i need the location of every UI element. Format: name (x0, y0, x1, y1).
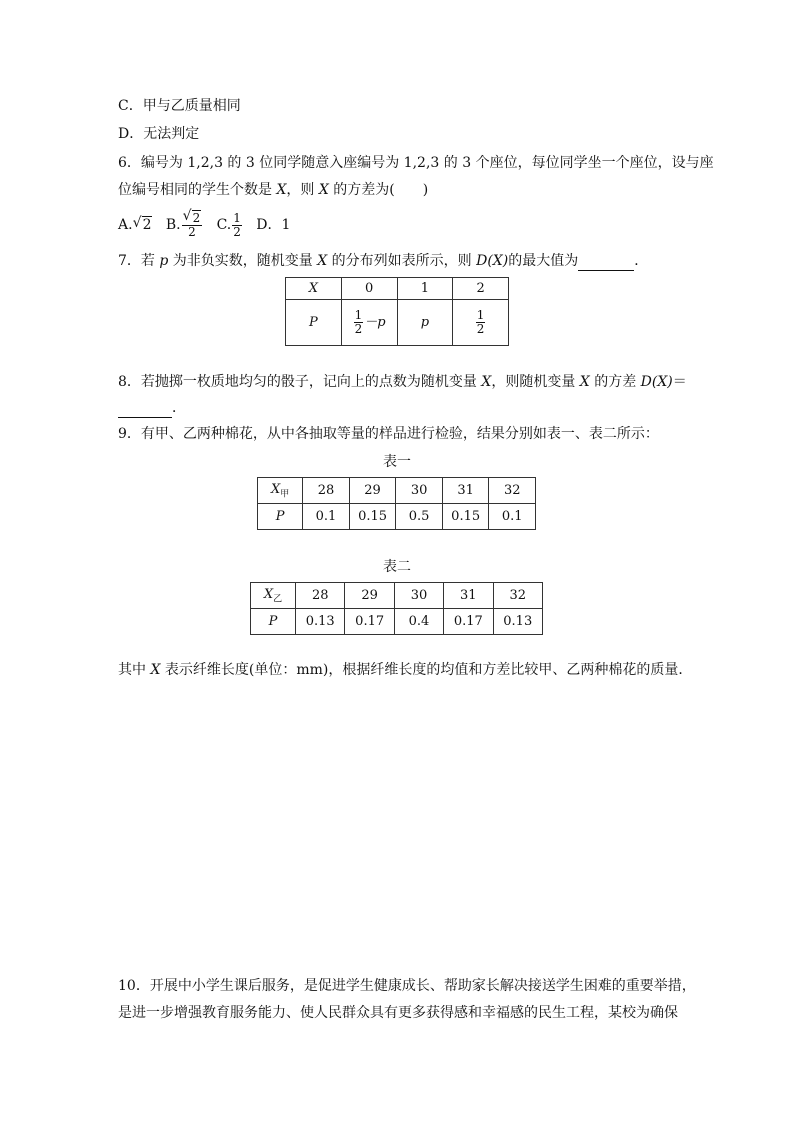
table-cell: 0.15 (349, 504, 396, 530)
table-cell: 32 (489, 478, 536, 504)
table-header-cell: 1 (397, 278, 453, 300)
var-x: X (317, 253, 328, 269)
q6-option-c-label: C. (216, 217, 232, 233)
sqrt-symbol: √ 2 (133, 208, 153, 242)
q6-option-a-label: A. (118, 217, 133, 233)
var-x: X (318, 182, 329, 198)
q6-option-b-label: B. (165, 217, 181, 233)
q7-distribution-table (285, 277, 509, 346)
fraction-1-over-2: $\frac{1}{2}$ (233, 210, 241, 239)
var-x: X (276, 182, 287, 198)
q10-line2: 是进一步增强教育服务能力、使人民群众具有更多获得感和幸福感的民生工程，某校为确保 (118, 1005, 678, 1021)
table-row-label: P (286, 300, 342, 346)
q6-line2 (118, 180, 428, 200)
table-cell: 0.15 (442, 504, 489, 530)
table-cell: 0.13 (493, 609, 542, 635)
q6-options (118, 208, 290, 242)
table-cell: 0.4 (394, 609, 443, 635)
table-row-label: P (251, 609, 296, 635)
q8-text: 8．若抛掷一枚质地均匀的骰子，记向上的点数为随机变量 X，则随机变量 X 的方差 D(X)＝ (118, 374, 687, 390)
table-cell: $\frac{1}{2}$ －p (341, 300, 397, 346)
table-cell: 31 (442, 478, 489, 504)
q9-text: 9．有甲、乙两种棉花，从中各抽取等量的样品进行检验，结果分别如表一、表二所示： (118, 426, 659, 442)
table-cell: 32 (493, 583, 542, 609)
table-cell: 0.17 (444, 609, 493, 635)
q8-answer-line: ． (118, 398, 186, 418)
table-cell: 0.17 (345, 609, 394, 635)
table-header-cell: $X_乙$ (251, 583, 296, 609)
table2-caption: 表二 (383, 559, 411, 575)
answer-blank[interactable] (578, 256, 634, 271)
q6-text-post: 的方差为( ) (328, 182, 429, 198)
table-cell: 31 (444, 583, 493, 609)
var-dx: D(X) (476, 253, 509, 269)
q6-text-mid: ，则 (286, 182, 319, 198)
table-cell: 0.5 (396, 504, 442, 530)
q6-line1: 6．编号为 1,2,3 的 3 位同学随意入座编号为 1,2,3 的 3 个座位，每位同学坐一个座位，设与座 (118, 155, 714, 171)
table-cell: 0.13 (296, 609, 345, 635)
table-cell: 28 (296, 583, 345, 609)
answer-blank[interactable] (118, 403, 172, 418)
option-c: C．甲与乙质量相同 (118, 98, 241, 114)
table-cell: p (397, 300, 453, 346)
table1 (257, 477, 536, 530)
table-cell: 30 (394, 583, 443, 609)
q6-option-d: D．1 (256, 217, 291, 233)
table-row-label: P (258, 504, 303, 530)
table-header-cell: X (286, 278, 342, 300)
var-p: p (159, 253, 169, 269)
fraction-sqrt2-over-2: √ $\frac{2}{2}$ (182, 212, 203, 239)
table-header-cell: 0 (341, 278, 397, 300)
table2 (250, 582, 543, 635)
q9-note: 其中 X 表示纤维长度(单位：mm)，根据纤维长度的均值和方差比较甲、乙两种棉花的质量． (118, 662, 693, 678)
q6-text-pre: 位编号相同的学生个数是 (118, 182, 277, 198)
q10-line1: 10．开展中小学生课后服务，是促进学生健康成长、帮助家长解决接送学生困难的重要举措， (118, 978, 696, 994)
table-cell: 0.1 (303, 504, 349, 530)
q7-text: 7．若 p 为非负实数，随机变量 X 的分布列如表所示，则 D(X)的最大值为 ． (118, 253, 649, 269)
table-cell: 29 (349, 478, 396, 504)
table-header-cell: $X_甲$ (258, 478, 303, 504)
table-cell: 30 (396, 478, 442, 504)
table-cell: 29 (345, 583, 394, 609)
table-header-cell: 2 (453, 278, 509, 300)
table-cell: 0.1 (489, 504, 536, 530)
table-cell: 28 (303, 478, 349, 504)
option-d: D．无法判定 (118, 126, 200, 142)
table1-caption: 表一 (383, 454, 411, 470)
table-cell: $\frac{1}{2}$ (453, 300, 509, 346)
